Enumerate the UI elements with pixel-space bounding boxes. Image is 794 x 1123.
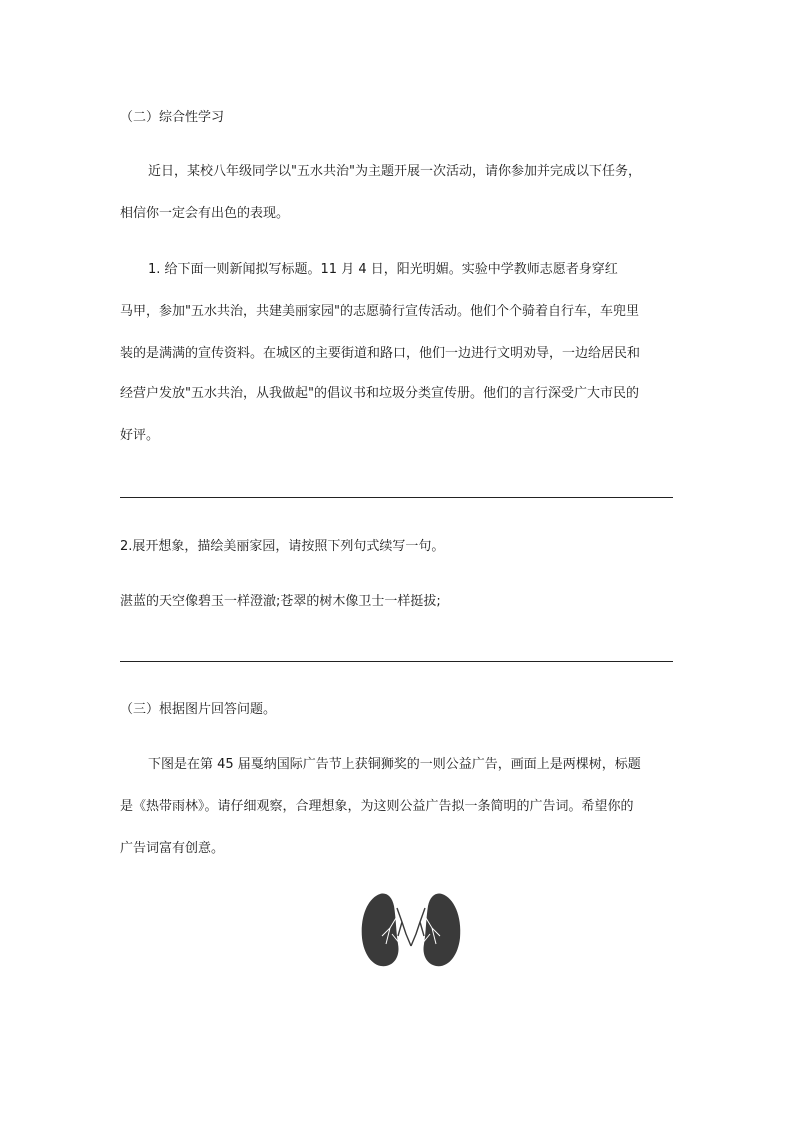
section3-line-2: 是《热带雨林》。请仔细观察，合理想象，为这则公益广告拟一条简明的广告词。希望你的 — [120, 799, 634, 814]
q1-line-5: 好评。 — [120, 428, 160, 443]
intro-line-2: 相信你一定会有出色的表现。 — [120, 206, 290, 221]
q1-line-4: 经营户发放"五水共治，从我做起"的倡议书和垃圾分类宣传册。他们的言行深受广大市民的 — [120, 386, 639, 401]
section3-heading: （三）根据图片回答问题。 — [120, 702, 277, 717]
q1-line-2: 马甲，参加"五水共治，共建美丽家园"的志愿骑行宣传活动。他们个个骑着自行车，车兜里 — [120, 304, 639, 319]
q2-example: 湛蓝的天空像碧玉一样澄澈;苍翠的树木像卫士一样挺拔; — [120, 594, 441, 609]
q1-line-3: 装的是满满的宣传资料。在城区的主要街道和路口，他们一边进行文明劝导，一边给居民和 — [120, 346, 641, 361]
section3-line-3: 广告词富有创意。 — [120, 841, 225, 856]
left-tree-lung — [362, 894, 399, 967]
tree-trunks — [397, 908, 425, 946]
q1-answer-line[interactable] — [120, 497, 673, 498]
intro-line-1: 近日，某校八年级同学以"五水共治"为主题开展一次活动，请你参加并完成以下任务， — [148, 164, 641, 179]
section2-heading: （二）综合性学习 — [120, 110, 225, 125]
lung-trees-image — [356, 888, 466, 970]
q1-line-1: 1. 给下面一则新闻拟写标题。11 月 4 日，阳光明媚。实验中学教师志愿者身穿红 — [148, 262, 618, 277]
q2-prompt: 2.展开想象，描绘美丽家园，请按照下列句式续写一句。 — [120, 539, 445, 554]
q2-answer-line[interactable] — [120, 661, 673, 662]
right-tree-lung — [424, 894, 461, 967]
section3-line-1: 下图是在第 45 届戛纳国际广告节上获铜狮奖的一则公益广告，画面上是两棵树，标题 — [148, 757, 641, 772]
